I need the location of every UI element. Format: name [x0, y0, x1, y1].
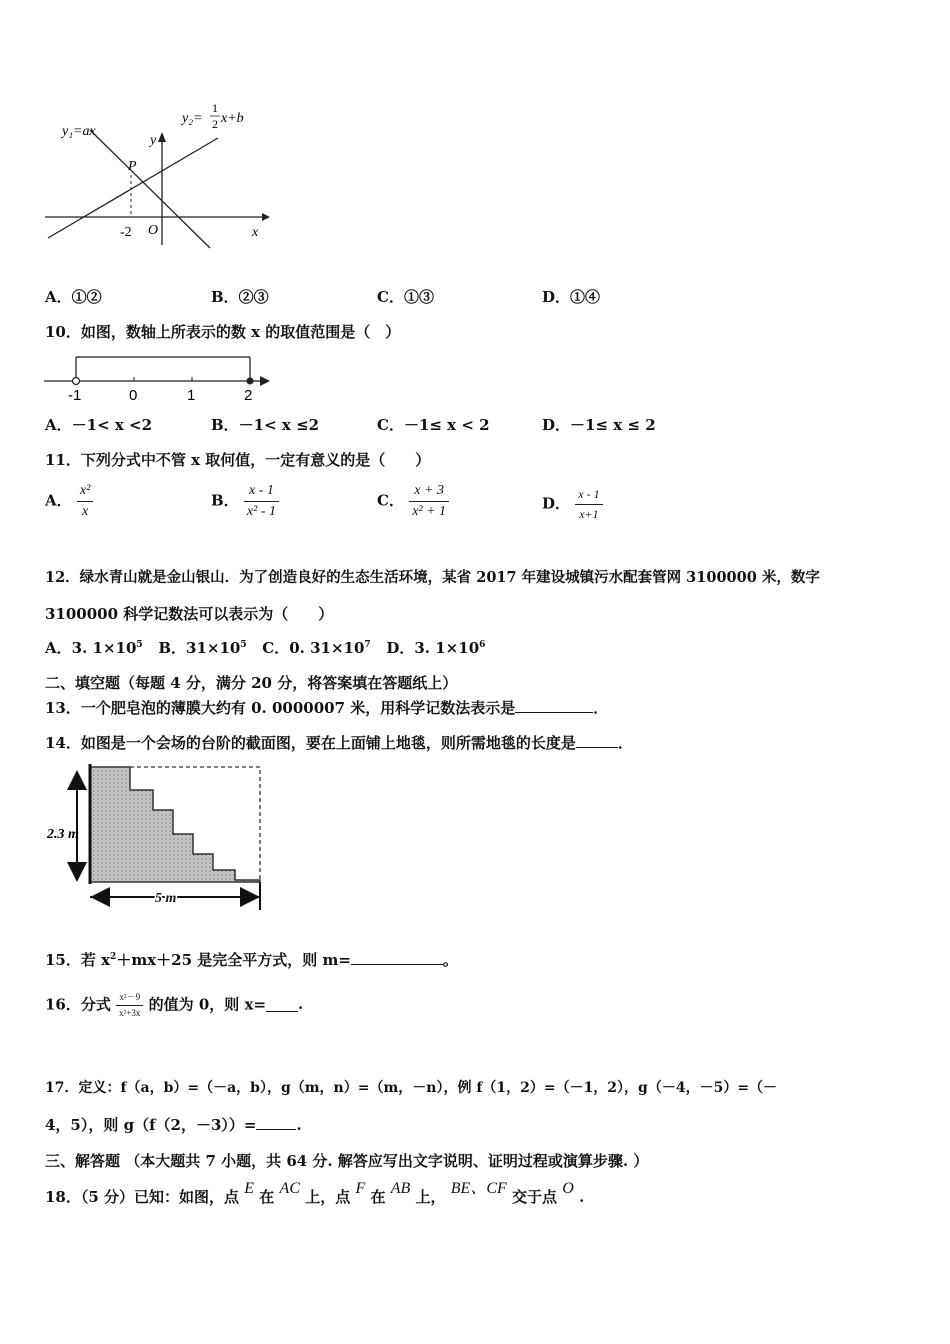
- label-height: 2.3 m: [47, 827, 79, 842]
- y-axis-arrow: [158, 132, 166, 142]
- label-p: P: [128, 159, 137, 174]
- q12-stem-line1: 12．绿水青山就是金山银山．为了创造良好的生态生活环境，某省 2017 年建设城镇污水配套管网 3100000 米，数字: [45, 569, 820, 586]
- q12-option-a[interactable]: A．3. $1\times 10^5$: [45, 639, 143, 657]
- label-y-axis: y: [150, 133, 157, 148]
- q14-answer-blank[interactable]: [576, 733, 618, 748]
- q9-option-d[interactable]: D．①④: [542, 288, 601, 306]
- q9-option-b[interactable]: B．②③: [211, 288, 269, 306]
- label-width: 5 m: [155, 891, 177, 906]
- q17-stem-line2: 4，5），则 g（f（2，－3））= .: [45, 1116, 302, 1134]
- q9-option-c[interactable]: C．①③: [377, 288, 434, 306]
- q15-answer-blank[interactable]: [351, 950, 443, 965]
- q14-stem: 14．如图是一个会场的台阶的截面图，要在上面铺上地毯，则所需地毯的长度是 ．: [45, 734, 633, 752]
- q11-option-c[interactable]: C． $\frac{x + 3}{\text{x² + 1}}$: [377, 483, 449, 520]
- q11-option-b[interactable]: B． $\frac{x - 1}{\text{x² - 1}}$: [211, 483, 279, 520]
- tick-1: 1: [187, 387, 196, 404]
- open-circle-neg1: [73, 378, 80, 385]
- q13-answer-blank[interactable]: [515, 698, 593, 713]
- q10-option-b[interactable]: B．－1< x ≤2: [211, 416, 320, 434]
- q12-stem-line2: 3100000 科学记数法可以表示为（ ）: [45, 605, 334, 623]
- label-origin: O: [148, 223, 159, 238]
- q12-option-c[interactable]: C．0. $31\times 10^7$: [262, 639, 371, 657]
- section-2-heading: 二、填空题（每题 4 分，满分 20 分，将答案填在答题纸上）: [45, 674, 458, 692]
- label-y2-prefix: y₂=: [182, 111, 203, 126]
- line-y2: [48, 138, 218, 238]
- label-x-axis: x: [252, 225, 259, 240]
- q12-options: [45, 637, 485, 658]
- q15-stem: 15．若 $x^2+mx+25$ 是完全平方式，则 m= 。: [45, 951, 458, 969]
- label-neg2: -2: [120, 225, 132, 240]
- tick-neg1: -1: [68, 387, 82, 404]
- q17-stem-line1: 17．定义：f（a，b）=（－a，b），g（m，n）=（m，－n），例 f（1，2）=（－1，2），g（－4，－5）=（－: [45, 1080, 778, 1096]
- q10-option-a[interactable]: A．－1< x <2: [45, 416, 153, 434]
- tick-2: 2: [244, 387, 253, 404]
- q16-answer-blank[interactable]: [266, 997, 298, 1012]
- section-3-heading: 三、解答题 （本大题共 7 小题，共 64 分. 解答应写出文字说明、证明过程或演算步骤. ）: [45, 1152, 649, 1170]
- label-y2-den: 2: [212, 117, 218, 131]
- q18-stem: 18．（5 分）已知：如图，点 E 在 AC 上，点 F 在 AB 上， BE、CF 交于点 O .: [45, 1180, 585, 1206]
- tick-0: 0: [129, 387, 138, 404]
- q9-option-a[interactable]: A．①②: [45, 288, 102, 306]
- q16-stem: 16．分式 $\frac{\text{x²－9}}{\text{x²+3x}}$ 的值为 0，则 x= .: [45, 992, 304, 1018]
- q13-stem: 13．一个肥皂泡的薄膜大约有 0. 0000007 米，用科学记数法表示是 ．: [45, 699, 609, 717]
- q11-stem: 11．下列分式中不管 x 取何值，一定有意义的是（ ）: [45, 451, 431, 469]
- q10-option-c[interactable]: C．－1≤ x < 2: [377, 416, 490, 434]
- q17-answer-blank[interactable]: [256, 1115, 296, 1130]
- x-axis-arrow: [262, 213, 270, 221]
- stairs-shape: [90, 767, 260, 882]
- label-y1: y₁=ax: [62, 124, 96, 139]
- q16-fraction: $\frac{\text{x²－9}}{\text{x²+3x}}$: [116, 990, 143, 1018]
- q10-number-line: [42, 348, 272, 404]
- q10-stem: 10．如图，数轴上所表示的数 x 的取值范围是（ ）: [45, 323, 401, 341]
- q12-option-b[interactable]: B．$31\times 10^5$: [158, 639, 247, 657]
- label-y2-suffix: x+b: [221, 111, 244, 126]
- q11-option-d[interactable]: D． $\frac{x - 1}{x+1}$: [542, 487, 603, 522]
- label-y2-num: 1: [212, 101, 218, 115]
- closed-circle-2: [247, 378, 254, 385]
- q11-option-a[interactable]: A． $\frac{\text{x²}}{x}$: [45, 483, 93, 520]
- q10-option-d[interactable]: D．－1≤ x ≤ 2: [542, 416, 656, 434]
- q14-stairs-figure: [45, 762, 270, 917]
- q9-linear-graph: [40, 100, 270, 250]
- q12-option-d[interactable]: D．3. $1\times 10^6$: [386, 639, 486, 657]
